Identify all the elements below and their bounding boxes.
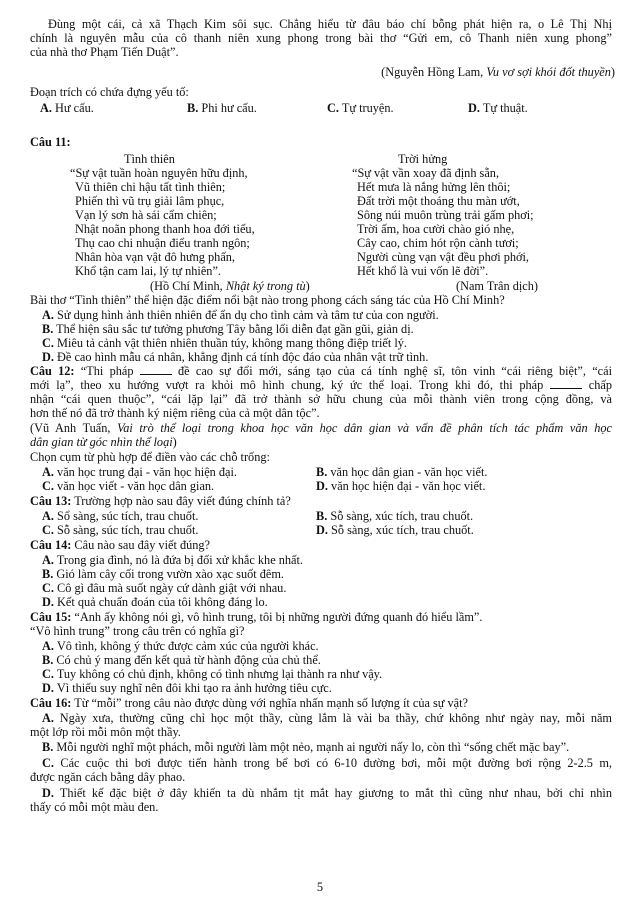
answer-option-a-cont: một lớp rồi mỗi môn một thầy. [30, 725, 181, 739]
answer-option-a[interactable]: A. Ngày xưa, thường cũng chỉ học một thầy, cùng lắm là vài ba thầy, chứ không như ngày nay, mỗi năm [42, 711, 612, 725]
poem-right-line: Đất trời một thoáng thu màn ướt, [357, 194, 520, 208]
quote-source: dân gian từ góc nhìn thể loại) [30, 435, 177, 449]
answer-option-b[interactable]: B. Có chủ ý mang đến kết quả từ hành động của chủ thể. [42, 653, 321, 667]
poem-right-line: “Sự vật vần xoay đã định sẵn, [352, 166, 500, 180]
poem-left-title: Tình thiên [124, 152, 175, 166]
translation-credit: (Nam Trân dịch) [456, 279, 538, 293]
poem-left-line: Vạn lý sơn hà sái cẩm chiên; [75, 208, 217, 222]
question-text: Câu 16: Từ “mỗi” trong câu nào được dùng với nghĩa nhấn mạnh số lượng ít của sự vật? [30, 696, 469, 710]
answer-option-a[interactable]: A. Hư cấu. [40, 101, 94, 115]
answer-option-b[interactable]: B. Sỗ sàng, xúc tích, trau chuốt. [316, 509, 474, 523]
poem-right-line: Hết mưa là nắng hửng lên thôi; [357, 180, 511, 194]
answer-option-c[interactable]: C. Cô gì đâu mà suốt ngày cứ dành giật với nhau. [42, 581, 287, 595]
answer-option-d-cont: thấy có mỗi một màu đen. [30, 800, 159, 814]
answer-option-c[interactable]: C. Tự truyện. [327, 101, 394, 115]
page-number: 5 [316, 880, 324, 894]
fill-blank [140, 364, 172, 375]
answer-option-c[interactable]: C. Sỗ sàng, súc tích, trau chuốt. [42, 523, 199, 537]
answer-option-b[interactable]: B. Phi hư cấu. [187, 101, 257, 115]
answer-option-a[interactable]: A. Sử dụng hình ảnh thiên nhiên để ẩn dụ cho tình cảm và tâm tư của con người. [42, 308, 439, 322]
question-text: Bài thơ “Tình thiên” thể hiện đặc điểm nổi bật nào trong phong cách sáng tác của Hồ Chí Minh? [30, 293, 505, 307]
question-text: “Vô hình trung” trong câu trên có nghĩa gì? [30, 624, 245, 638]
answer-option-d[interactable]: D. Đề cao hình mẫu cá nhân, khẳng định cá tính độc đáo của nhân vật trữ tình. [42, 350, 429, 364]
question-text: Câu 14: Câu nào sau đây viết đúng? [30, 538, 210, 552]
poem-right-line: Hết khổ là vui vốn lẽ đời”. [357, 264, 489, 278]
answer-option-c[interactable]: C. Miêu tả cảnh vật thiên nhiên thuần túy, không mang thông điệp triết lý. [42, 336, 407, 350]
answer-option-d[interactable]: D. Kết quả chuẩn đoán của tôi không đáng lo. [42, 595, 268, 609]
answer-option-c-cont: được ngăn cách bằng dây phao. [30, 770, 186, 784]
poem-left-line: Khổ tận cam lai, lý tự nhiên”. [75, 264, 221, 278]
poem-right-line: Người cùng vạn vật đều phơi phới, [357, 250, 530, 264]
answer-option-b[interactable]: B. Gió làm cây cối trong vườn xào xạc suốt đêm. [42, 567, 284, 581]
question-text: Câu 12: “Thi pháp đề cao sự đổi mới, sáng tạo của cá tính nghệ sĩ, tôn vinh “cái riêng biệt”, “cái [30, 364, 612, 378]
fill-blank [550, 378, 582, 389]
answer-option-a[interactable]: A. Sổ sàng, súc tích, trau chuốt. [42, 509, 199, 523]
answer-option-c[interactable]: C. Các cuộc thi bơi được tiến hành trong bể bơi có 6-10 đường bơi, mỗi một đường bơi rộng 2-2.5 m, [42, 756, 612, 770]
question-label: Câu 11: [30, 135, 71, 149]
poem-right-line: Cây cao, chim hót rộn cành tươi; [357, 236, 519, 250]
question-text: Đoạn trích có chứa đựng yếu tố: [30, 85, 189, 99]
answer-option-d[interactable]: D. Tự thuật. [468, 101, 528, 115]
question-text: nhận “cái quen thuộc”, “cái lặp lại” đã trở thành sở hữu chung của mỗi thành viên trong cộng đồng, và [30, 392, 612, 406]
answer-option-d[interactable]: D. văn học hiện đại - văn học viết. [316, 479, 486, 493]
answer-option-a[interactable]: A. Vô tình, không ý thức được cảm xúc của người khác. [42, 639, 319, 653]
answer-option-a[interactable]: A. Trong gia đình, nó là đứa bị đối xử khắc khe nhất. [42, 553, 303, 567]
passage-citation: (Nguyễn Hồng Lam, Vu vơ sợi khói đốt thuyền) [381, 65, 615, 79]
passage-line: của nhà thơ Phạm Tiến Duật”. [30, 45, 179, 59]
question-text: hơn thế nó đã trở thành ký niệm riêng của cả một dân tộc”. [30, 406, 320, 420]
poem-left-line: Thụ cao chi nhuận điểu tranh ngôn; [75, 236, 250, 250]
poem-right-line: Sông núi muôn trùng trải gấm phơi; [357, 208, 534, 222]
answer-option-c[interactable]: C. Tuy không có chủ định, không có tình nhưng lại thành ra như vậy. [42, 667, 383, 681]
poem-right-line: Trời ấm, hoa cười chào gió nhẹ, [357, 222, 515, 236]
answer-option-b[interactable]: B. Mỗi người nghĩ một phách, mỗi người làm một nẻo, mạnh ai người nấy lo, còn thì “sống chết mặc bay”. [42, 740, 570, 754]
poem-left-line: Nhật noãn phong thanh hoa đới tiếu, [75, 222, 255, 236]
poem-left-line: “Sự vật tuần hoàn nguyên hữu định, [70, 166, 248, 180]
answer-option-d[interactable]: D. Thiết kế đặc biệt ở đây khiến ta dù nhắm tịt mắt hay giương to mắt thì cũng như nhau, bởi chỉ nhìn [42, 786, 612, 800]
question-text: mới lạ”, theo xu hướng vượt ra khỏi mô hình chung, ký ức thể loại. Trong khi đó, thi pháp chấp [30, 378, 612, 392]
poem-source: (Hồ Chí Minh, Nhật ký trong tù) [150, 279, 310, 293]
answer-option-a[interactable]: A. văn học trung đại - văn học hiện đại. [42, 465, 238, 479]
answer-option-d[interactable]: D. Sỗ sàng, xúc tích, trau chuốt. [316, 523, 474, 537]
answer-option-b[interactable]: B. Thể hiện sâu sắc tư tưởng phương Tây bằng lối diễn đạt gần gũi, giản dị. [42, 322, 414, 336]
poem-right-title: Trời hửng [398, 152, 448, 166]
answer-option-c[interactable]: C. văn học viết - văn học dân gian. [42, 479, 215, 493]
answer-option-d[interactable]: D. Vì thiếu suy nghĩ nên đôi khi tạo ra ảnh hưởng tiêu cực. [42, 681, 332, 695]
question-text: Chọn cụm từ phù hợp để điền vào các chỗ trống: [30, 450, 270, 464]
passage-line: chính là nguyên mẫu của cô thanh niên xung phong trong bài thơ “Gửi em, cô Thanh niên xung phong” [30, 31, 612, 45]
quote-source: (Vũ Anh Tuấn, Vai trò thể loại trong khoa học văn học dân gian và vấn đề phân tích tác phẩm văn học [30, 421, 612, 435]
poem-left-line: Vũ thiên chi hậu tất tình thiên; [75, 180, 226, 194]
poem-left-line: Nhân hòa vạn vật đô hưng phấn, [75, 250, 235, 264]
poem-left-line: Phiến thì vũ trụ giải lâm phục, [75, 194, 225, 208]
question-text: Câu 13: Trường hợp nào sau đây viết đúng chính tả? [30, 494, 291, 508]
answer-option-b[interactable]: B. văn học dân gian - văn học viết. [316, 465, 488, 479]
passage-line: Đùng một cái, cả xã Thạch Kim sôi sục. Chẳng hiểu từ đâu báo chí bỗng phát hiện ra, o Lê Thị Nhị [48, 17, 612, 31]
question-text: Câu 15: “Anh ấy không nói gì, vô hình trung, tôi bị những người đứng quanh đó hiểu lầm”. [30, 610, 483, 624]
